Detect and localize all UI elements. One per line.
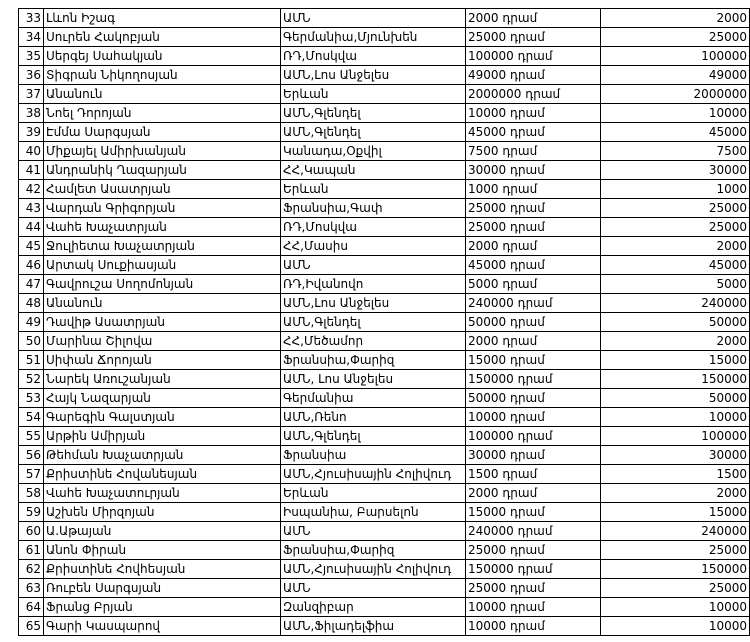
- table-row: [19, 104, 750, 123]
- donor-name: Անդրանիկ Ղազարյան: [44, 161, 281, 180]
- donor-location: Երևան: [281, 85, 466, 104]
- donor-name: Ֆրանց Բրյան: [44, 598, 281, 617]
- pledge-text: 30000 դրամ: [466, 446, 601, 465]
- amount-value: 5000: [601, 275, 750, 294]
- donor-location: ԱՄՆ,Լոս Անջելես: [281, 66, 466, 85]
- row-number: 50: [19, 332, 44, 351]
- pledge-text: 25000 դրամ: [466, 579, 601, 598]
- row-number: 36: [19, 66, 44, 85]
- amount-value: 2000: [601, 332, 750, 351]
- donor-name: Միքայել Ամիրխանյան: [44, 142, 281, 161]
- donor-location: Ֆրանսիա: [281, 446, 466, 465]
- donor-location: ԱՄՆ,Ֆիլադելֆիա: [281, 617, 466, 636]
- amount-value: 45000: [601, 256, 750, 275]
- donor-location: Իսպանիա, Բարսելոն: [281, 503, 466, 522]
- row-number: 35: [19, 47, 44, 66]
- donor-location: Երևան: [281, 180, 466, 199]
- table-row: [19, 503, 750, 522]
- table-row: [19, 294, 750, 313]
- pledge-text: 49000 դրամ: [466, 66, 601, 85]
- donor-name: Գավրուշա Սողոմոնյան: [44, 275, 281, 294]
- pledge-text: 2000 դրամ: [466, 9, 601, 28]
- row-number: 65: [19, 617, 44, 636]
- donor-location: Ֆրանսիա,Փարիզ: [281, 351, 466, 370]
- row-number: 62: [19, 560, 44, 579]
- table-row: [19, 275, 750, 294]
- amount-value: 10000: [601, 617, 750, 636]
- table-row: [19, 389, 750, 408]
- table-row: [19, 617, 750, 636]
- table-row: [19, 427, 750, 446]
- row-number: 41: [19, 161, 44, 180]
- table-row: [19, 560, 750, 579]
- pledge-text: 45000 դրամ: [466, 123, 601, 142]
- donor-name: Քրիստինե Հովանեսյան: [44, 465, 281, 484]
- amount-value: 1000: [601, 180, 750, 199]
- donor-location: ԱՄՆ,Ռենո: [281, 408, 466, 427]
- table-row: [19, 370, 750, 389]
- donor-name: Անանուն: [44, 85, 281, 104]
- donor-name: Գարեգին Գալստյան: [44, 408, 281, 427]
- table-row: [19, 218, 750, 237]
- row-number: 49: [19, 313, 44, 332]
- row-number: 47: [19, 275, 44, 294]
- table-row: [19, 541, 750, 560]
- donor-location: ԱՄՆ, Լոս Անջելես: [281, 370, 466, 389]
- donor-name: Սիփան Ճորոյան: [44, 351, 281, 370]
- donor-name: Ռուբեն Սարգսյան: [44, 579, 281, 598]
- amount-value: 15000: [601, 351, 750, 370]
- donor-location: Երևան: [281, 484, 466, 503]
- amount-value: 100000: [601, 47, 750, 66]
- amount-value: 2000: [601, 9, 750, 28]
- pledge-text: 15000 դրամ: [466, 351, 601, 370]
- donor-location: Գերմանիա: [281, 389, 466, 408]
- donor-name: Սերգեյ Սահակյան: [44, 47, 281, 66]
- pledge-text: 30000 դրամ: [466, 161, 601, 180]
- donor-name: Ա.Աթայան: [44, 522, 281, 541]
- donor-location: ՀՀ,Մեծամոր: [281, 332, 466, 351]
- table-row: [19, 47, 750, 66]
- donor-table-container: [18, 8, 750, 636]
- row-number: 38: [19, 104, 44, 123]
- table-row: [19, 28, 750, 47]
- row-number: 63: [19, 579, 44, 598]
- donor-name: Դավիթ Ասատրյան: [44, 313, 281, 332]
- amount-value: 30000: [601, 161, 750, 180]
- amount-value: 50000: [601, 389, 750, 408]
- donor-name: Նարեկ Առուշանյան: [44, 370, 281, 389]
- pledge-text: 45000 դրամ: [466, 256, 601, 275]
- pledge-text: 240000 դրամ: [466, 294, 601, 313]
- pledge-text: 25000 դրամ: [466, 28, 601, 47]
- donor-name: Աշխեն Միրզոյան: [44, 503, 281, 522]
- donor-location: Կանադա,Օքվիլ: [281, 142, 466, 161]
- amount-value: 2000000: [601, 85, 750, 104]
- donor-table-body: [19, 9, 750, 636]
- donor-name: Սուրեն Հակոբյան: [44, 28, 281, 47]
- pledge-text: 2000 դրամ: [466, 332, 601, 351]
- donor-location: ԱՄՆ,Գլենդել: [281, 313, 466, 332]
- amount-value: 25000: [601, 541, 750, 560]
- donor-location: ՌԴ,Մոսկվա: [281, 218, 466, 237]
- donor-location: Ֆրանսիա,Փարիզ: [281, 541, 466, 560]
- donor-name: Մարինա Շիլովա: [44, 332, 281, 351]
- pledge-text: 100000 դրամ: [466, 47, 601, 66]
- donor-location: ԱՄՆ: [281, 256, 466, 275]
- table-row: [19, 579, 750, 598]
- donor-name: Վահե Խաչատրյան: [44, 218, 281, 237]
- pledge-text: 25000 դրամ: [466, 218, 601, 237]
- row-number: 55: [19, 427, 44, 446]
- pledge-text: 5000 դրամ: [466, 275, 601, 294]
- table-row: [19, 332, 750, 351]
- table-row: [19, 313, 750, 332]
- donor-location: ԱՄՆ: [281, 9, 466, 28]
- donor-name: Քրիստինե Հովհեսյան: [44, 560, 281, 579]
- table-row: [19, 465, 750, 484]
- amount-value: 240000: [601, 294, 750, 313]
- row-number: 40: [19, 142, 44, 161]
- amount-value: 30000: [601, 446, 750, 465]
- row-number: 46: [19, 256, 44, 275]
- row-number: 52: [19, 370, 44, 389]
- row-number: 44: [19, 218, 44, 237]
- donor-name: Անոն Փիրան: [44, 541, 281, 560]
- donor-name: Արտակ Սուքիասյան: [44, 256, 281, 275]
- donor-name: Ջուլիետա Խաչատրյան: [44, 237, 281, 256]
- donor-name: Հայկ Նազարյան: [44, 389, 281, 408]
- amount-value: 150000: [601, 560, 750, 579]
- amount-value: 10000: [601, 408, 750, 427]
- donor-name: Թեհման Խաչատրյան: [44, 446, 281, 465]
- row-number: 45: [19, 237, 44, 256]
- table-row: [19, 180, 750, 199]
- pledge-text: 1000 դրամ: [466, 180, 601, 199]
- amount-value: 7500: [601, 142, 750, 161]
- donor-name: Համլետ Ասատրյան: [44, 180, 281, 199]
- amount-value: 45000: [601, 123, 750, 142]
- pledge-text: 150000 դրամ: [466, 560, 601, 579]
- row-number: 51: [19, 351, 44, 370]
- row-number: 57: [19, 465, 44, 484]
- amount-value: 25000: [601, 218, 750, 237]
- donor-location: ԱՄՆ,Հյուսիսային Հոլիվուդ: [281, 465, 466, 484]
- donor-location: ՀՀ,Կապան: [281, 161, 466, 180]
- table-row: [19, 446, 750, 465]
- pledge-text: 10000 դրամ: [466, 104, 601, 123]
- donor-name: Գարի Կասպարով: [44, 617, 281, 636]
- row-number: 58: [19, 484, 44, 503]
- table-row: [19, 408, 750, 427]
- pledge-text: 15000 դրամ: [466, 503, 601, 522]
- donor-location: ԱՄՆ,Հյուսիսային Հոլիվուդ: [281, 560, 466, 579]
- table-row: [19, 256, 750, 275]
- donor-location: Գերմանիա,Մյունխեն: [281, 28, 466, 47]
- row-number: 64: [19, 598, 44, 617]
- amount-value: 150000: [601, 370, 750, 389]
- row-number: 53: [19, 389, 44, 408]
- row-number: 33: [19, 9, 44, 28]
- pledge-text: 25000 դրամ: [466, 541, 601, 560]
- pledge-text: 150000 դրամ: [466, 370, 601, 389]
- donor-location: ՌԴ,Մոսկվա: [281, 47, 466, 66]
- donor-location: ԱՄՆ,Գլենդել: [281, 427, 466, 446]
- amount-value: 100000: [601, 427, 750, 446]
- row-number: 48: [19, 294, 44, 313]
- donor-location: Զանզիբար: [281, 598, 466, 617]
- table-row: [19, 522, 750, 541]
- donor-location: ՀՀ,Մասիս: [281, 237, 466, 256]
- pledge-text: 50000 դրամ: [466, 389, 601, 408]
- donor-location: ՌԴ,Իվանովո: [281, 275, 466, 294]
- pledge-text: 10000 դրամ: [466, 408, 601, 427]
- amount-value: 10000: [601, 104, 750, 123]
- pledge-text: 100000 դրամ: [466, 427, 601, 446]
- donor-location: ԱՄՆ: [281, 522, 466, 541]
- row-number: 43: [19, 199, 44, 218]
- donor-name: Վահե Խաչատուրյան: [44, 484, 281, 503]
- table-row: [19, 66, 750, 85]
- table-row: [19, 161, 750, 180]
- donor-location: ԱՄՆ: [281, 579, 466, 598]
- pledge-text: 240000 դրամ: [466, 522, 601, 541]
- amount-value: 2000: [601, 484, 750, 503]
- row-number: 54: [19, 408, 44, 427]
- pledge-text: 2000 դրամ: [466, 484, 601, 503]
- row-number: 42: [19, 180, 44, 199]
- row-number: 59: [19, 503, 44, 522]
- amount-value: 2000: [601, 237, 750, 256]
- donor-location: Ֆրանսիա,Գափ: [281, 199, 466, 218]
- amount-value: 240000: [601, 522, 750, 541]
- donor-name: Էմմա Սարգսյան: [44, 123, 281, 142]
- donor-name: Նոել Դորոյան: [44, 104, 281, 123]
- donor-location: ԱՄՆ,Գլենդել: [281, 104, 466, 123]
- table-row: [19, 598, 750, 617]
- amount-value: 25000: [601, 28, 750, 47]
- row-number: 34: [19, 28, 44, 47]
- table-row: [19, 9, 750, 28]
- row-number: 39: [19, 123, 44, 142]
- pledge-text: 10000 դրամ: [466, 598, 601, 617]
- pledge-text: 25000 դրամ: [466, 199, 601, 218]
- amount-value: 10000: [601, 598, 750, 617]
- donor-location: ԱՄՆ,Լոս Անջելես: [281, 294, 466, 313]
- row-number: 56: [19, 446, 44, 465]
- table-row: [19, 85, 750, 104]
- amount-value: 25000: [601, 199, 750, 218]
- pledge-text: 2000000 դրամ: [466, 85, 601, 104]
- donor-name: Տիգրան Նիկողոսյան: [44, 66, 281, 85]
- donor-name: Արթին Ամիրյան: [44, 427, 281, 446]
- amount-value: 25000: [601, 579, 750, 598]
- amount-value: 1500: [601, 465, 750, 484]
- table-row: [19, 351, 750, 370]
- amount-value: 15000: [601, 503, 750, 522]
- row-number: 60: [19, 522, 44, 541]
- row-number: 37: [19, 85, 44, 104]
- donor-name: Լևոն Իշագ: [44, 9, 281, 28]
- row-number: 61: [19, 541, 44, 560]
- table-row: [19, 237, 750, 256]
- pledge-text: 50000 դրամ: [466, 313, 601, 332]
- amount-value: 50000: [601, 313, 750, 332]
- table-row: [19, 199, 750, 218]
- pledge-text: 10000 դրամ: [466, 617, 601, 636]
- table-row: [19, 142, 750, 161]
- pledge-text: 1500 դրամ: [466, 465, 601, 484]
- table-row: [19, 123, 750, 142]
- table-row: [19, 484, 750, 503]
- amount-value: 49000: [601, 66, 750, 85]
- donor-name: Վարդան Գրիգորյան: [44, 199, 281, 218]
- pledge-text: 7500 դրամ: [466, 142, 601, 161]
- pledge-text: 2000 դրամ: [466, 237, 601, 256]
- donor-table: [18, 8, 750, 636]
- donor-location: ԱՄՆ,Գլենդել: [281, 123, 466, 142]
- donor-name: Անանուն: [44, 294, 281, 313]
